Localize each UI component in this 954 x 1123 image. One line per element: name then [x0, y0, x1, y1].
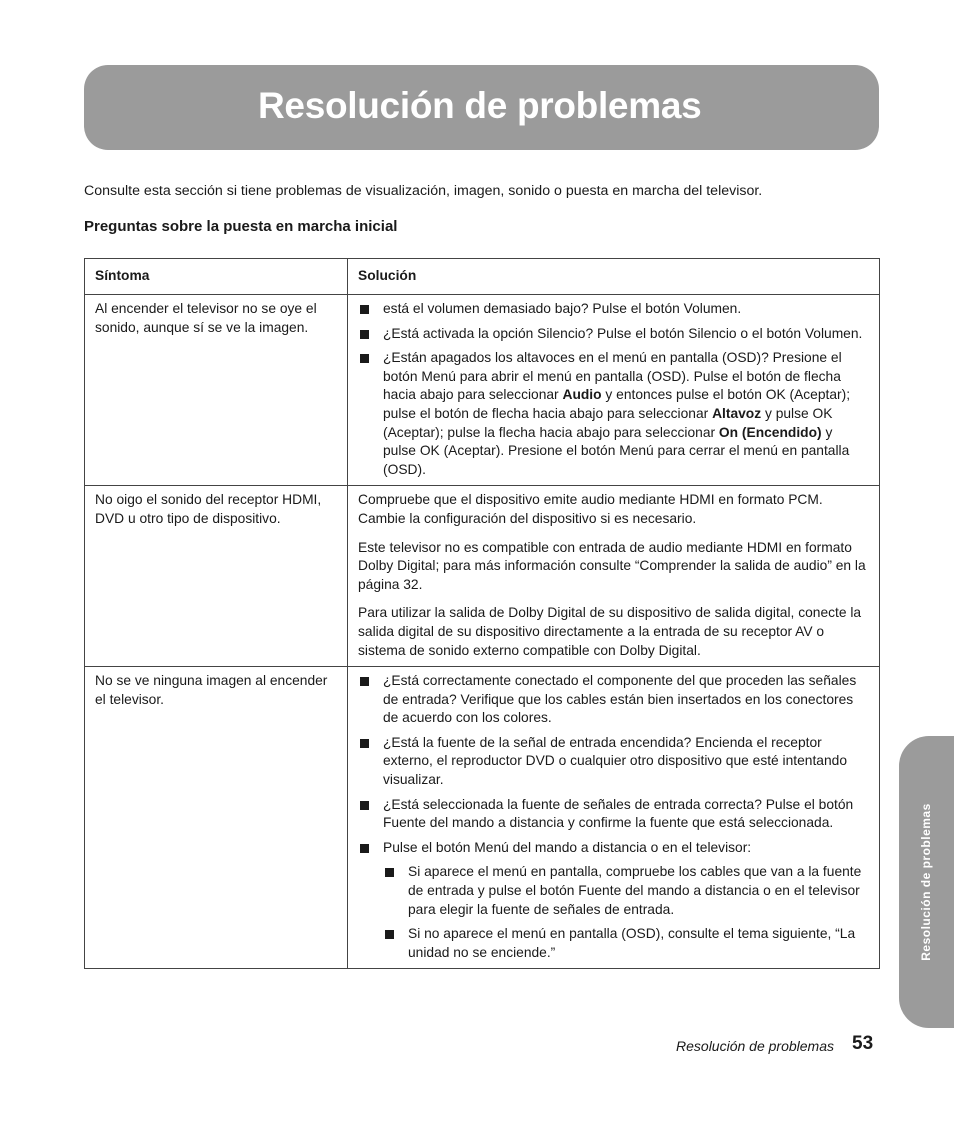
text-run: y entonces pulse el botón OK (Aceptar); pulse el botón de flecha hacia abajo para seleccionar	[383, 387, 851, 421]
list-item: está el volumen demasiado bajo? Pulse el botón Volumen.	[358, 300, 869, 319]
page-number: 53	[852, 1033, 874, 1054]
side-tab-label: Resolución de problemas	[919, 803, 933, 961]
list-item	[358, 839, 869, 963]
list-item: ¿Está correctamente conectado el componente del que proceden las señales de entrada? Verifique que los cables están bien insertados en los conectores de acuerdo con los colores.	[358, 672, 869, 728]
symptom-cell: No oigo el sonido del receptor HDMI, DVD u otro tipo de dispositivo.	[85, 486, 348, 667]
solution-list	[358, 672, 869, 962]
sub-list	[383, 863, 869, 962]
solution-cell	[348, 486, 880, 667]
solution-paragraph: Este televisor no es compatible con entrada de audio mediante HDMI en formato Dolby Digital; para más información consulte “Comprender la salida de audio” en la página 32.	[358, 539, 866, 592]
solution-list	[358, 300, 869, 479]
list-item: ¿Está seleccionada la fuente de señales de entrada correcta? Pulse el botón Fuente del mando a distancia y confirme la fuente que está seleccionada.	[358, 796, 869, 833]
solution-paragraph: Para utilizar la salida de Dolby Digital de su dispositivo de salida digital, conecte la salida digital de su dispositivo directamente a la entrada de su receptor AV o sistema de sonido externo compatible con Dolby Digital.	[358, 605, 862, 658]
table-header-row	[85, 259, 880, 295]
list-item: ¿Está la fuente de la señal de entrada encendida? Encienda el receptor externo, el reproductor DVD o cualquier otro dispositivo que esté intentando visualizar.	[358, 734, 869, 790]
solution-cell	[348, 295, 880, 486]
list-item	[358, 349, 869, 479]
solution-cell	[348, 667, 880, 969]
bold-term: Audio	[562, 387, 602, 403]
text-run: ¿Están apagados los altavoces en el menú en pantalla (OSD)? Presione el botón Menú para abrir el menú en pantalla (OSD). Pulse el botón de flecha hacia abajo para seleccionar	[383, 350, 842, 403]
troubleshooting-table	[84, 258, 880, 969]
table-row	[85, 486, 880, 667]
sub-list-item: Si aparece el menú en pantalla, compruebe los cables que van a la fuente de entrada y pulse el botón Fuente del mando a distancia o en el televisor para elegir la fuente de señales de entrada.	[383, 863, 869, 919]
section-title: Preguntas sobre la puesta en marcha inicial	[84, 218, 398, 235]
symptom-cell: No se ve ninguna imagen al encender el televisor.	[85, 667, 348, 969]
symptom-cell: Al encender el televisor no se oye el sonido, aunque sí se ve la imagen.	[85, 295, 348, 486]
bold-term: Altavoz	[712, 405, 762, 421]
solution-paragraph: Compruebe que el dispositivo emite audio mediante HDMI en formato PCM. Cambie la configuración del dispositivo si es necesario.	[358, 492, 823, 526]
bold-term: On (Encendido)	[718, 424, 822, 440]
title-banner	[84, 65, 879, 150]
text-run: y pulse OK (Aceptar); pulse la flecha hacia abajo para seleccionar	[383, 405, 833, 440]
side-chapter-tab	[899, 736, 954, 1028]
header-symptom: Síntoma	[85, 259, 348, 295]
header-solution: Solución	[348, 259, 880, 295]
page-title: Resolución de problemas	[258, 85, 702, 126]
text-run: y pulse OK (Aceptar). Presione el botón Menú para cerrar el menú en pantalla (OSD).	[383, 424, 850, 477]
list-item: ¿Está activada la opción Silencio? Pulse el botón Silencio o el botón Volumen.	[358, 325, 869, 344]
table-row	[85, 295, 880, 486]
table-row	[85, 667, 880, 969]
sub-list-item: Si no aparece el menú en pantalla (OSD), consulte el tema siguiente, “La unidad no se enciende.”	[383, 925, 869, 962]
intro-text: Consulte esta sección si tiene problemas de visualización, imagen, sonido o puesta en marcha del televisor.	[84, 183, 763, 199]
footer-section-title: Resolución de problemas	[676, 1038, 834, 1054]
list-item-text: Pulse el botón Menú del mando a distancia o en el televisor:	[383, 839, 752, 855]
